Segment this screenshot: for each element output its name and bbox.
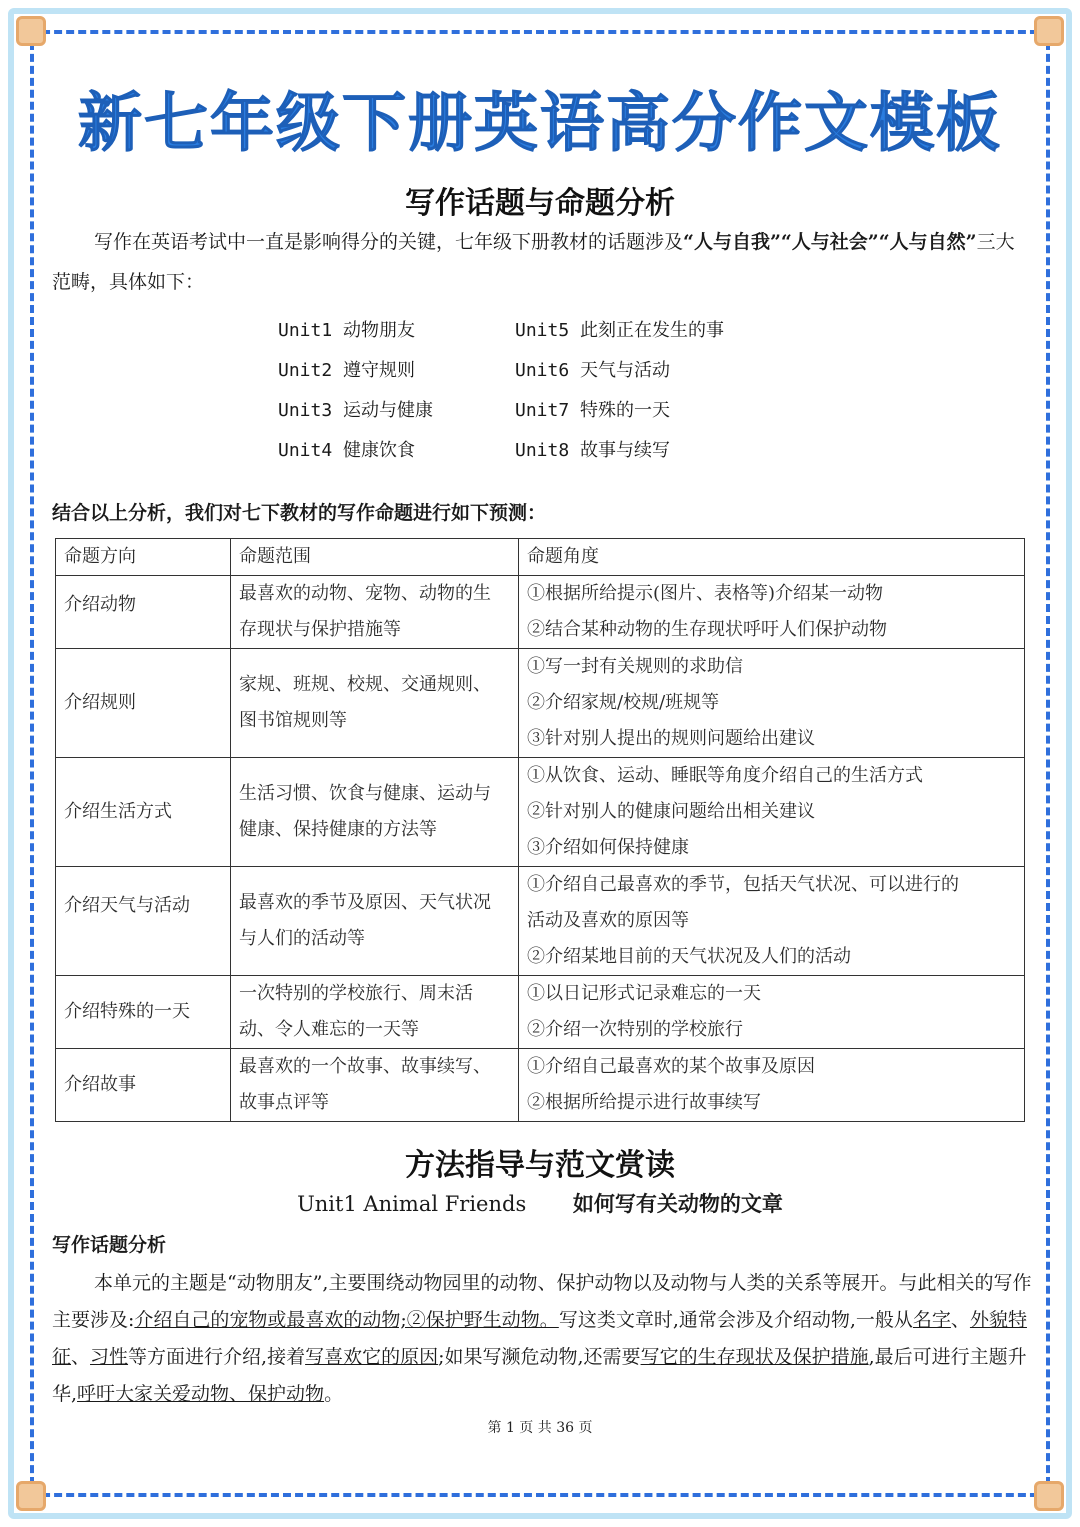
corner-ornament — [16, 16, 46, 46]
angle-line: ②介绍家规/校规/班规等 — [527, 692, 720, 713]
unit-item: Unit8 故事与续写 — [515, 440, 671, 461]
direction-cell — [56, 649, 231, 758]
unit-item: Unit1 动物朋友 — [278, 320, 416, 341]
angle-line: ②介绍一次特别的学校旅行 — [527, 1019, 743, 1040]
table-header: 命题方向 — [56, 539, 231, 576]
table-header: 命题范围 — [231, 539, 519, 576]
intro-paragraph — [52, 222, 1032, 302]
para-text: 、 — [950, 1309, 970, 1331]
table-row — [56, 976, 1025, 1049]
unit-row — [278, 312, 798, 352]
scope-cell — [231, 758, 519, 867]
table-row — [56, 758, 1025, 867]
direction-text: 介绍特殊的一天 — [64, 1001, 190, 1022]
scope-line: 生活习惯、饮食与健康、运动与 — [239, 783, 491, 804]
angle-cell — [519, 976, 1025, 1049]
scope-cell — [231, 576, 519, 649]
table-row — [56, 576, 1025, 649]
angle-cell — [519, 758, 1025, 867]
corner-ornament — [1034, 16, 1064, 46]
underlined-text: 外貌特征 — [52, 1309, 1027, 1368]
topic-analysis-paragraph — [52, 1265, 1032, 1413]
scope-cell — [231, 1049, 519, 1122]
direction-text: 介绍规则 — [64, 692, 136, 713]
underlined-text: 写喜欢它的原因 — [305, 1346, 439, 1368]
para-text: ,最后可进行主题升华, — [52, 1346, 1027, 1405]
unit-item: Unit3 运动与健康 — [278, 400, 434, 421]
scope-line: 图书馆规则等 — [239, 710, 347, 731]
scope-cell — [231, 649, 519, 758]
angle-line: ①介绍自己最喜欢的某个故事及原因 — [527, 1056, 815, 1077]
intro-text-end: 三大范畴，具体如下： — [52, 231, 1015, 293]
direction-cell — [56, 976, 231, 1049]
table-row — [56, 867, 1025, 976]
table-header: 命题角度 — [519, 539, 1025, 576]
underlined-text: 习性 — [90, 1346, 129, 1368]
scope-line: 一次特别的学校旅行、周末活 — [239, 983, 473, 1004]
prediction-lead: 结合以上分析，我们对七下教材的写作命题进行如下预测： — [52, 502, 547, 524]
para-text: ;如果写濒危动物,还需要 — [438, 1346, 641, 1368]
scope-cell — [231, 867, 519, 976]
para-text: 。 — [324, 1383, 344, 1405]
angle-cell — [519, 576, 1025, 649]
para-text: 本单元的主题是“动物朋友”,主要围绕动物园里的动物、保护动物以及动物与人类的关系等展开。与此相关的写作主要涉及: — [52, 1272, 1032, 1331]
direction-cell — [56, 867, 231, 976]
angle-cell — [519, 867, 1025, 976]
angle-line: ①从饮食、运动、睡眠等角度介绍自己的生活方式 — [527, 765, 923, 786]
underlined-text: 名字 — [912, 1309, 951, 1331]
corner-ornament — [16, 1481, 46, 1511]
angle-line: ②针对别人的健康问题给出相关建议 — [527, 801, 815, 822]
direction-cell — [56, 1049, 231, 1122]
angle-cell — [519, 1049, 1025, 1122]
unit-item: Unit2 遵守规则 — [278, 360, 416, 381]
scope-line: 最喜欢的一个故事、故事续写、 — [239, 1056, 491, 1077]
scope-line: 健康、保持健康的方法等 — [239, 819, 437, 840]
section-heading-method: 方法指导与范文赏读 — [405, 1148, 675, 1183]
angle-cell — [519, 649, 1025, 758]
direction-text: 介绍生活方式 — [64, 801, 172, 822]
direction-text: 介绍动物 — [64, 594, 136, 615]
direction-text: 介绍天气与活动 — [64, 895, 190, 916]
angle-line: ①写一封有关规则的求助信 — [527, 656, 743, 677]
angle-line: ②介绍某地目前的天气状况及人们的活动 — [527, 946, 851, 967]
angle-line: 活动及喜欢的原因等 — [527, 910, 689, 931]
para-text: 、 — [71, 1346, 91, 1368]
table-row — [56, 649, 1025, 758]
angle-line: ③介绍如何保持健康 — [527, 837, 689, 858]
scope-line: 动、令人难忘的一天等 — [239, 1019, 419, 1040]
underlined-text: 写它的生存现状及保护措施 — [640, 1346, 869, 1368]
page-number: 第 1 页 共 36 页 — [487, 1420, 593, 1436]
angle-line: ①以日记形式记录难忘的一天 — [527, 983, 761, 1004]
intro-text: 写作在英语考试中一直是影响得分的关键，七年级下册教材的话题涉及 — [94, 231, 684, 253]
para-text: 写这类文章时,通常会涉及介绍动物,一般从 — [558, 1309, 913, 1331]
page-title: 新七年级下册英语高分作文模板 — [78, 87, 1002, 161]
scope-line: 最喜欢的动物、宠物、动物的生 — [239, 583, 491, 604]
angle-line: ②根据所给提示进行故事续写 — [527, 1092, 761, 1113]
writing-topic-heading: 写作话题分析 — [52, 1234, 167, 1256]
table-header-row — [56, 539, 1025, 576]
unit-title: Unit1 Animal Friends — [297, 1192, 527, 1216]
angle-line: ①根据所给提示(图片、表格等)介绍某一动物 — [527, 583, 884, 604]
unit-row — [278, 352, 798, 392]
scope-line: 家规、班规、校规、交通规则、 — [239, 674, 491, 695]
unit-row — [278, 392, 798, 432]
unit-item: Unit6 天气与活动 — [515, 360, 671, 381]
para-text: 等方面进行介绍,接着 — [128, 1346, 306, 1368]
scope-line: 最喜欢的季节及原因、天气状况 — [239, 892, 491, 913]
table-row — [56, 1049, 1025, 1122]
direction-text: 介绍故事 — [64, 1074, 136, 1095]
corner-ornament — [1034, 1481, 1064, 1511]
unit-item: Unit4 健康饮食 — [278, 440, 416, 461]
unit-subtitle: 如何写有关动物的文章 — [572, 1191, 783, 1216]
angle-line: ①介绍自己最喜欢的季节，包括天气状况、可以进行的 — [527, 874, 959, 895]
section-heading-analysis: 写作话题与命题分析 — [405, 186, 675, 221]
scope-line: 存现状与保护措施等 — [239, 619, 401, 640]
angle-line: ③针对别人提出的规则问题给出建议 — [527, 728, 815, 749]
unit-list — [278, 312, 798, 472]
angle-line: ②结合某种动物的生存现状呼吁人们保护动物 — [527, 619, 887, 640]
unit-item: Unit5 此刻正在发生的事 — [515, 320, 725, 341]
intro-categories: “人与自我”“人与社会”“人与自然” — [683, 231, 977, 253]
direction-cell — [56, 576, 231, 649]
scope-line: 故事点评等 — [239, 1092, 329, 1113]
underlined-text: 呼吁大家关爱动物、保护动物 — [77, 1383, 325, 1405]
unit-row — [278, 432, 798, 472]
direction-cell — [56, 758, 231, 867]
topics-table — [55, 538, 1025, 1122]
unit-item: Unit7 特殊的一天 — [515, 400, 671, 421]
scope-line: 与人们的活动等 — [239, 928, 365, 949]
unit-subtitle-line — [0, 1188, 1080, 1218]
scope-cell — [231, 976, 519, 1049]
underlined-text: 介绍自己的宠物或最喜欢的动物;②保护野生动物。 — [134, 1309, 559, 1331]
